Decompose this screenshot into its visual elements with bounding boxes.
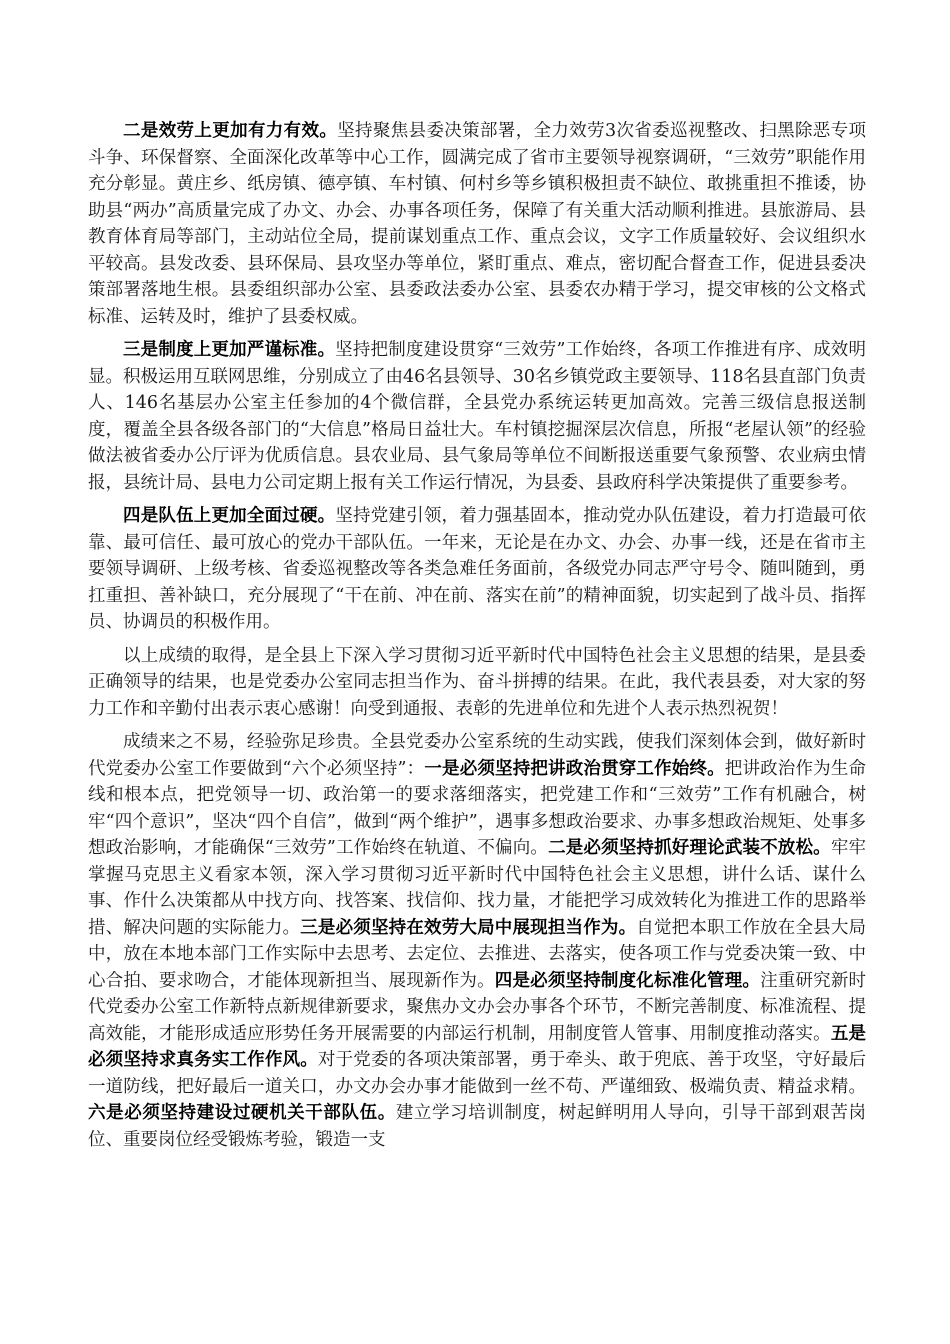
body-text: 建立学习培训制度，树起鲜明用人导向，引导干部到艰苦岗位、重要岗位经受锻炼考验，锻造一支	[88, 1103, 867, 1150]
paragraph-team	[88, 503, 866, 636]
heading-must-6: 六是必须坚持建设过硬机关干部队伍。	[88, 1103, 396, 1123]
heading-team: 四是队伍上更加全面过硬。	[123, 506, 336, 526]
body-text: 牢牢掌握马克思主义看家本领，深入学习贯彻习近平新时代中国特色社会主义思想，讲什么话、谋什么事、作什么决策都从中找方向、找答案、找信仰、找力量，才能把学习成效转化为推进工作的思路举措、解决问题的实际能力。	[88, 838, 867, 938]
body-text: 注重研究新时代党委办公室工作新特点新规律新要求，聚焦办文办会办事各个环节，不断完善制度、标准流程、提高效能，才能形成适应形势任务开展需要的内部运行机制，用制度管人管事、用制度推动落实。	[88, 970, 867, 1044]
body-text: 自觉把本职工作放在全县大局中，放在本地本部门工作实际中去思考、去定位、去推进、去落实，使各项工作与党委决策一致、中心合拍、要求吻合，才能体现新担当、展现新作为。	[88, 917, 867, 991]
body-text: 坚持把制度建设贯穿“三效劳”工作始终，各项工作推进有序、成效明显。积极运用互联网思维，分别成立了由46名县领导、30名乡镇党政主要领导、118名县直部门负责人、146名基层办公室主任参加的4个微信群，全县党办系统运转更加高效。完善三级信息报送制度，覆盖全县各级各部门的“大信息”格局日益壮大。车村镇挖掘深层次信息，所报“老屋认领”的经验做法被省委办公厅评为优质信息。县农业局、县气象局等单位不间断报送重要气象预警、农业病虫情报，县统计局、县电力公司定期上报有关工作运行情况，为县委、县政府科学决策提供了重要参考。	[88, 340, 866, 493]
heading-system: 三是制度上更加严谨标准。	[123, 340, 336, 360]
paragraph-service	[88, 118, 866, 330]
heading-must-3: 三是必须坚持在效劳大局中展现担当作为。	[300, 917, 637, 938]
body-text: 对于党委的各项决策部署，勇于牵头、敢于兜底、善于攻坚，守好最后一道防线，把好最后一道关口，办文办会办事才能做到一丝不苟、严谨细致、极端负责、精益求精。	[88, 1050, 867, 1097]
document-page	[88, 118, 866, 1160]
body-text: 坚持聚焦县委决策部署，全力效劳3次省委巡视整改、扫黑除恶专项斗争、环保督察、全面深化改革等中心工作，圆满完成了省市主要领导视察调研，“三效劳”职能作用充分彰显。黄庄乡、纸房镇、德亭镇、车村镇、何村乡等乡镇积极担责不缺位、敢挑重担不推诿，协助县“两办”高质量完成了办文、办会、办事各项任务，保障了有关重大活动顺利推进。县旅游局、县教育体育局等部门，主动站位全局，提前谋划重点工作、重点会议，文字工作质量较好、会议组织水平较高。县发改委、县环保局、县攻坚办等单位，紧盯重点、难点，密切配合督查工作，促进县委决策部署落地生根。县委组织部办公室、县委政法委办公室、县委农办精于学习，提交审核的公文格式标准、运转及时，维护了县委权威。	[88, 121, 866, 327]
paragraph-six-musts	[88, 729, 866, 1153]
paragraph-thanks	[88, 643, 866, 723]
body-text: 把讲政治作为生命线和根本点，把党领导一切、政治第一的要求落细落实，把党建工作和“三效劳”工作有机融合，树牢“四个意识”，坚决“四个自信”，做到“两个维护”，遇事多想政治要求、办事多想政治规矩、处事多想政治影响，才能确保“三效劳”工作始终在轨道、不偏向。	[88, 758, 866, 858]
body-text: 坚持党建引领，着力强基固本，推动党办队伍建设，着力打造最可依靠、最可信任、最可放心的党办干部队伍。一年来，无论是在办文、办会、办事一线，还是在省市主要领导调研、上级考核、省委巡视整改等各类急难任务面前，各级党办同志严守号令、随叫随到，勇扛重担、善补缺口，充分展现了“干在前、冲在前、落实在前”的精神面貌，切实起到了战斗员、指挥员、协调员的积极作用。	[88, 506, 867, 632]
body-text: 成绩来之不易，经验弥足珍贵。全县党委办公室系统的生动实践，使我们深刻体会到，做好新时代党委办公室工作要做到“六个必须坚持”：	[88, 732, 866, 779]
heading-must-4: 四是必须坚持制度化标准化管理。	[494, 970, 761, 991]
paragraph-system	[88, 337, 866, 496]
heading-service: 二是效劳上更加有力有效。	[123, 121, 338, 141]
heading-must-5: 五是必须坚持求真务实工作作风。	[88, 1023, 866, 1070]
heading-must-2: 二是必须坚持抓好理论武装不放松。	[548, 838, 831, 858]
heading-must-1: 一是必须坚持把讲政治贯穿工作始终。	[424, 758, 725, 779]
body-text: 以上成绩的取得，是全县上下深入学习贯彻习近平新时代中国特色社会主义思想的结果，是县委正确领导的结果，也是党委办公室同志担当作为、奋斗拼搏的结果。在此，我代表县委，对大家的努力工作和辛勤付出表示衷心感谢！向受到通报、表彰的先进单位和先进个人表示热烈祝贺！	[88, 645, 866, 719]
